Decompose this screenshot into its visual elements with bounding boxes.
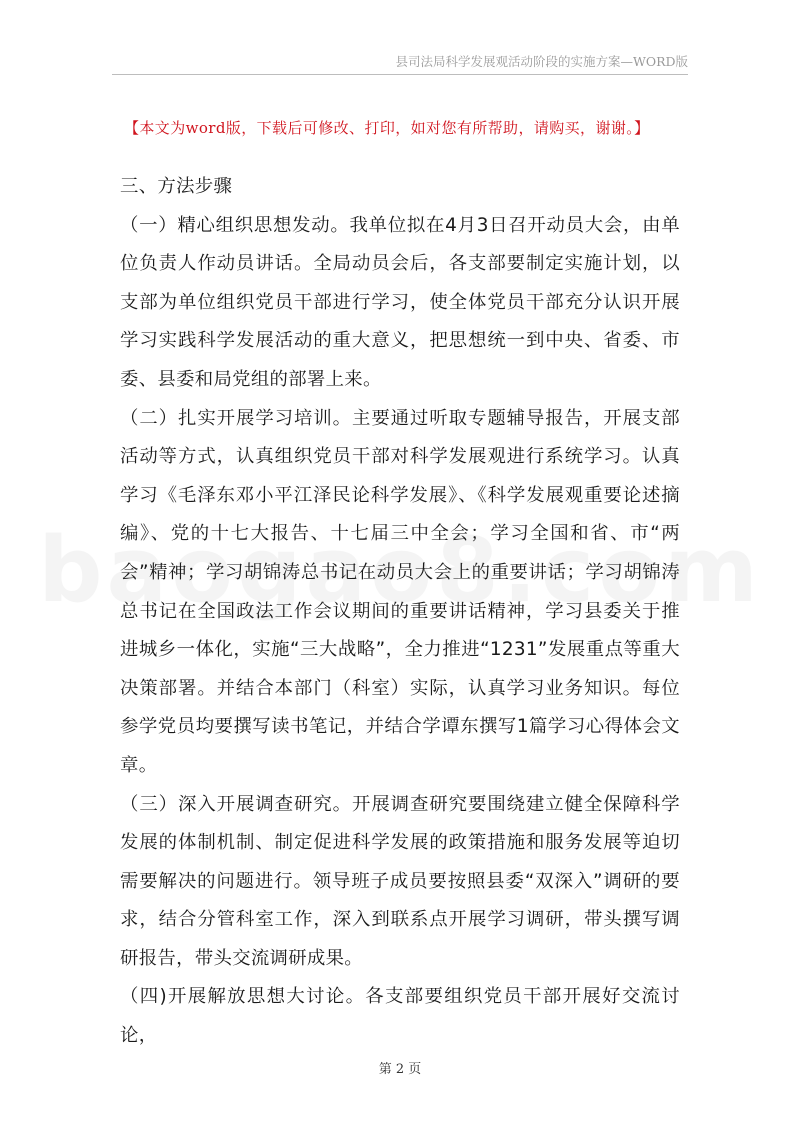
paragraph-4: （四)开展解放思想大讨论。各支部要组织党员干部开展好交流讨论， [120, 986, 680, 1047]
page-number: 第 2 页 [378, 1062, 422, 1077]
document-body [120, 168, 680, 1056]
purchase-notice: 【本文为word版，下载后可修改、打印，如对您有所帮助，请购买，谢谢。】 [124, 119, 650, 137]
paragraph-2: （二）扎实开展学习培训。主要通过听取专题辅导报告，开展支部活动等方式，认真组织党员干部对科学发展观进行系统学习。认真学习《毛泽东邓小平江泽民论科学发展》、《科学发展观重要论述摘编》、党的十七大报告、十七届三中全会；学习全国和省、市“两会”精神；学习胡锦涛总书记在动员大会上的重要讲话；学习胡锦涛总书记在全国政法工作会议期间的重要讲话精神，学习县委关于推进城乡一体化，实施“三大战略”，全力推进“1231”发展重点等重大决策部署。并结合本部门（科室）实际，认真学习业务知识。每位参学党员均要撰写读书笔记，并结合学谭东撰写1篇学习心得体会文章。 [120, 407, 680, 776]
paragraph-3: （三）深入开展调查研究。开展调查研究要围绕建立健全保障科学发展的体制机制、制定促进科学发展的政策措施和服务发展等迫切需要解决的问题进行。领导班子成员要按照县委“双深入”调研的要求，结合分管科室工作，深入到联系点开展学习调研，带头撰写调研报告，带头交流调研成果。 [120, 793, 680, 969]
document-header-title: 县司法局科学发展观活动阶段的实施方案—WORD版 [395, 54, 688, 69]
paragraph-1: （一）精心组织思想发动。我单位拟在4月3日召开动员大会，由单位负责人作动员讲话。全局动员会后，各支部要制定实施计划，以支部为单位组织党员干部进行学习，使全体党员干部充分认识开展学习实践科学发展活动的重大意义，把思想统一到中央、省委、市委、县委和局党组的部署上来。 [120, 214, 680, 390]
header-divider [112, 74, 688, 75]
section-heading: 三、方法步骤 [120, 176, 233, 197]
